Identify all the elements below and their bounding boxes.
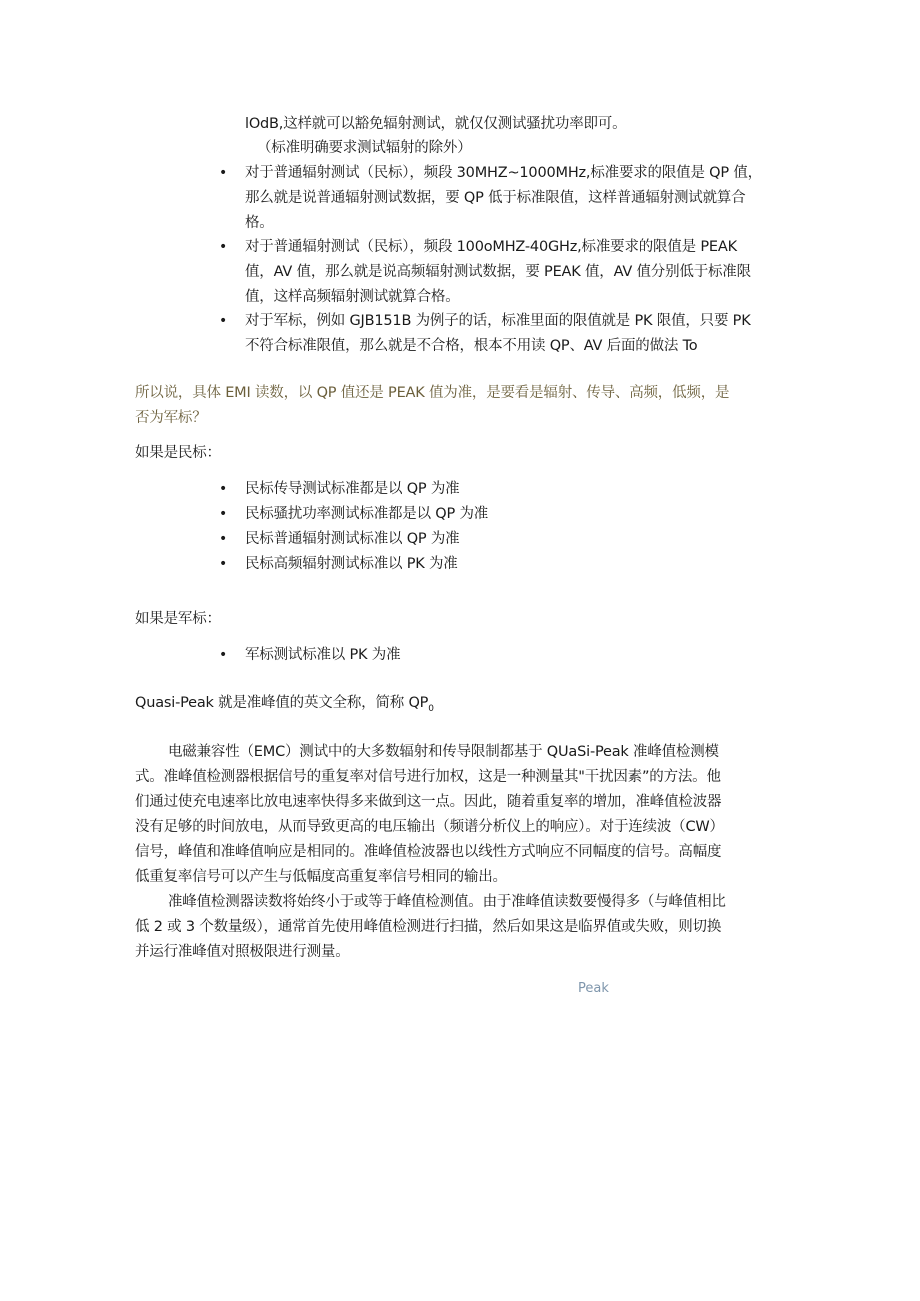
qp-definition-subscript: 0 <box>428 703 434 714</box>
list-item <box>219 502 489 527</box>
bullet-dot-icon: • <box>219 647 228 663</box>
civil-heading: 如果是民标： <box>135 445 221 461</box>
list-item-text: 民标普通辐射测试标准以 QP 为准 <box>245 531 460 547</box>
bullet-line: 值，这样高频辐射测试就算合格。 <box>245 289 460 305</box>
paragraph-line: 并运行准峰值对照极限进行测量。 <box>135 944 350 960</box>
list-item-text: 民标传导测试标准都是以 QP 为准 <box>245 481 460 497</box>
paragraph-line: 低 2 或 3 个数量级），通常首先使用峰值检测进行扫描，然后如果这是临界值或失败，则切换 <box>135 919 722 935</box>
bullet-line: 格。 <box>245 215 274 231</box>
civil-list <box>219 477 489 577</box>
paragraph-quasi-peak-detection <box>135 740 724 890</box>
paragraph-line: 们通过使充电速率比放电速率快得多来做到这一点。因此，随着重复率的增加，准峰值检波器 <box>135 794 722 810</box>
paragraph-line: 没有足够的时间放电，从而导致更高的电压输出（频谱分析仪上的响应）。对于连续波（CW） <box>135 819 724 835</box>
bullet-dot-icon: • <box>219 556 228 572</box>
list-item <box>219 477 488 502</box>
military-heading: 如果是军标： <box>135 611 221 627</box>
bullet-dot-icon: • <box>219 531 228 547</box>
bullet-line: 对于普通辐射测试（民标），频段 30MHZ~1000MHz,标准要求的限值是 QP 值， <box>245 165 762 181</box>
bullet-dot-icon: • <box>219 239 228 255</box>
summary-question <box>135 381 729 431</box>
list-item-text: 军标测试标准以 PK 为准 <box>245 647 401 663</box>
bullet-item-military <box>219 309 751 359</box>
bullet-item-radiation-civil <box>219 161 762 236</box>
paragraph-quasi-peak-reading <box>135 890 726 965</box>
list-item <box>219 552 488 577</box>
qp-definition-text: Quasi-Peak 就是准峰值的英文全称，简称 QP <box>135 695 429 711</box>
bullet-line: 对于军标，例如 GJB151B 为例子的话，标准里面的限值就是 PK 限值，只要 PK <box>245 313 751 329</box>
summary-line: 否为军标？ <box>135 410 207 426</box>
bullet-line: 那么就是说普通辐射测试数据，要 QP 低于标准限值，这样普通辐射测试就算合 <box>245 190 746 206</box>
list-item-text: 民标高频辐射测试标准以 PK 为准 <box>245 556 458 572</box>
continuation-line-2: （标准明确要求测试辐射的除外） <box>257 140 472 156</box>
paragraph-line: 电磁兼容性（EMC）测试中的大多数辐射和传导限制都基于 QUaSi-Peak 准峰值检测模 <box>168 744 719 760</box>
paragraph-line: 式。准峰值检测器根据信号的重复率对信号进行加权，这是一种测量其"干扰因素”的方法。他 <box>135 769 721 785</box>
continuation-line-1: lOdB,这样就可以豁免辐射测试，就仅仅测试骚扰功率即可。 <box>245 116 627 132</box>
bullet-line: 值，AV 值，那么就是说高频辐射测试数据，要 PEAK 值，AV 值分别低于标准限 <box>245 264 751 280</box>
paragraph-line: 信号，峰值和准峰值响应是相同的。准峰值检波器也以线性方式响应不同幅度的信号。高幅度 <box>135 844 722 860</box>
bullet-dot-icon: • <box>219 481 228 497</box>
bullet-dot-icon: • <box>219 506 228 522</box>
figure-label-peak: Peak <box>578 981 609 996</box>
summary-line: 所以说，具体 EMI 读数，以 QP 值还是 PEAK 值为准，是要看是辐射、传导、高频，低频，是 <box>135 385 730 401</box>
bullet-item-radiation-high-freq <box>219 235 751 310</box>
bullet-dot-icon: • <box>219 313 228 329</box>
bullet-line: 对于普通辐射测试（民标），频段 100oMHZ-40GHz,标准要求的限值是 PEAK <box>245 239 737 255</box>
bullet-line: 不符合标准限值，那么就是不合格，根本不用读 QP、AV 后面的做法 To <box>245 338 698 354</box>
list-item-text: 民标骚扰功率测试标准都是以 QP 为准 <box>245 506 489 522</box>
paragraph-line: 低重复率信号可以产生与低幅度高重复率信号相同的输出。 <box>135 869 507 885</box>
military-list <box>219 643 401 668</box>
qp-definition <box>135 691 434 722</box>
list-item <box>219 527 488 552</box>
list-item <box>219 643 401 668</box>
bullet-dot-icon: • <box>219 165 228 181</box>
paragraph-line: 准峰值检测器读数将始终小于或等于峰值检测值。由于准峰值读数要慢得多（与峰值相比 <box>168 894 726 910</box>
